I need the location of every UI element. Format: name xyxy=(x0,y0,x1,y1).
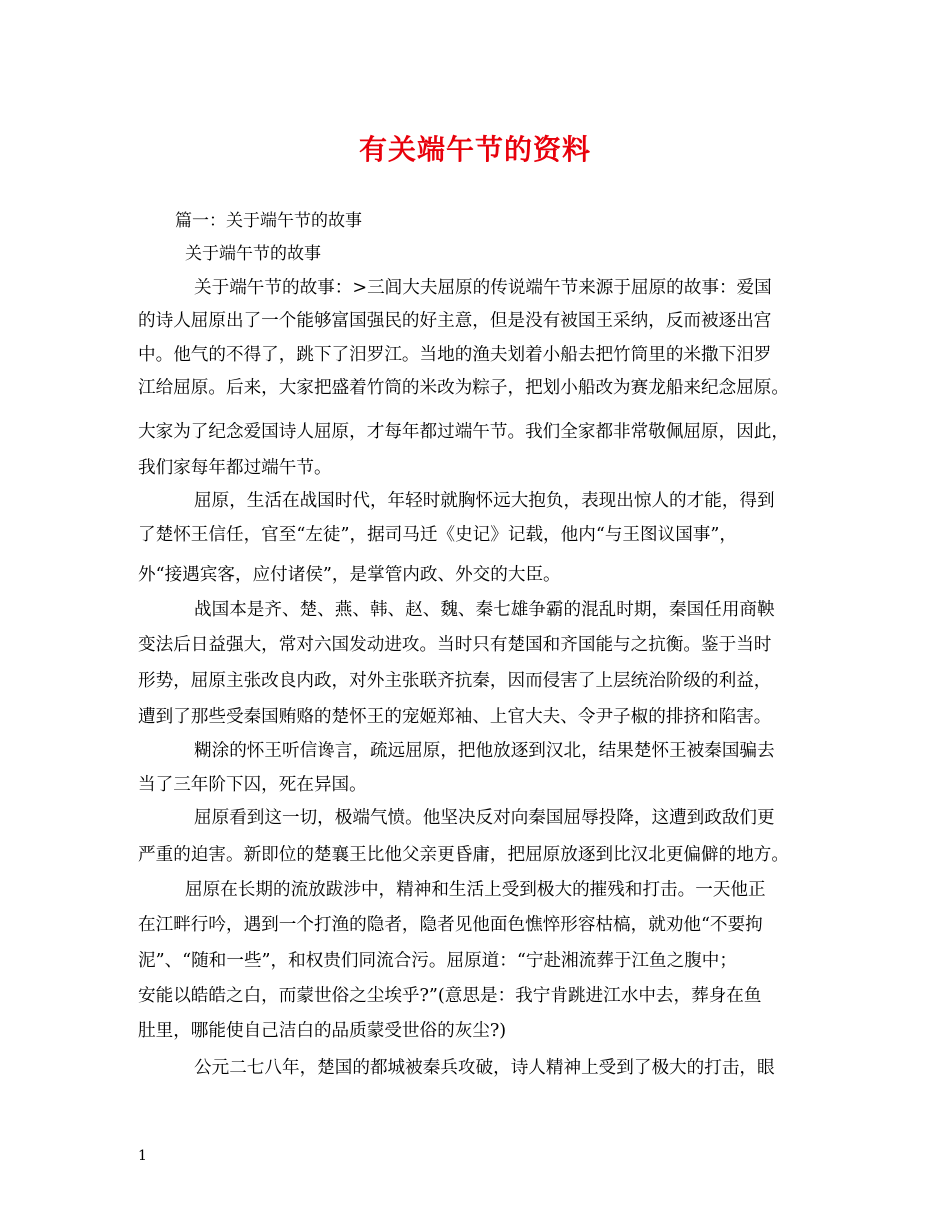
body-line: 的诗人屈原出了一个能够富国强民的好主意，但是没有被国王采纳，反而被逐出宫 xyxy=(138,311,772,331)
body-line: 肚里，哪能使自己洁白的品质蒙受世俗的灰尘?) xyxy=(138,1021,507,1041)
story-heading: 关于端午节的故事 xyxy=(185,244,321,264)
body-line: 江给屈原。后来，大家把盛着竹筒的米改为粽子，把划小船改为赛龙船来纪念屈原。 xyxy=(138,378,789,398)
body-line: 泥”、“随和一些”，和权贵们同流合污。屈原道：“宁赴湘流葬于江鱼之腹中； xyxy=(138,951,737,971)
body-line: 中。他气的不得了，跳下了汨罗江。当地的渔夫划着小船去把竹筒里的米撒下汨罗 xyxy=(138,345,772,365)
body-line: 变法后日益强大，常对六国发动进攻。当时只有楚国和齐国能与之抗衡。鉴于当时 xyxy=(138,635,772,655)
body-line: 公元二七八年，楚国的都城被秦兵攻破，诗人精神上受到了极大的打击，眼 xyxy=(194,1058,775,1078)
body-line: 当了三年阶下囚，死在异国。 xyxy=(138,775,367,795)
body-line: 外“接遇宾客，应付诸侯”，是掌管内政、外交的大臣。 xyxy=(138,565,561,585)
body-line: 在江畔行吟，遇到一个打渔的隐者，隐者见他面色憔悴形容枯槁，就劝他“不要拘 xyxy=(138,915,763,935)
section-heading: 篇一：关于端午节的故事 xyxy=(175,211,362,231)
body-line: 形势，屈原主张改良内政，对外主张联齐抗秦，因而侵害了上层统治阶级的利益， xyxy=(138,671,772,691)
body-line: 了楚怀王信任，官至“左徒”，据司马迁《史记》记载，他内“与王图议国事”， xyxy=(138,525,737,545)
body-line: 严重的迫害。新即位的楚襄王比他父亲更昏庸，把屈原放逐到比汉北更偏僻的地方。 xyxy=(138,845,789,865)
body-line: 大家为了纪念爱国诗人屈原，才每年都过端午节。我们全家都非常敬佩屈原，因此， xyxy=(138,422,789,442)
body-line: 关于端午节的故事：>三闾大夫屈原的传说端午节来源于屈原的故事：爱国 xyxy=(194,278,772,298)
body-line: 战国本是齐、楚、燕、韩、赵、魏、秦七雄争霸的混乱时期，秦国任用商鞅 xyxy=(194,600,775,620)
body-line: 屈原，生活在战国时代，年轻时就胸怀远大抱负，表现出惊人的才能，得到 xyxy=(194,491,775,511)
body-line: 遭到了那些受秦国贿赂的楚怀王的宠姬郑袖、上官大夫、令尹子椒的排挤和陷害。 xyxy=(138,707,772,727)
body-line: 我们家每年都过端午节。 xyxy=(138,458,332,478)
body-line: 屈原在长期的流放跋涉中，精神和生活上受到极大的摧残和打击。一天他正 xyxy=(185,880,766,900)
page-title: 有关端午节的资料 xyxy=(358,133,591,166)
body-line: 糊涂的怀王听信谗言，疏远屈原，把他放逐到汉北，结果楚怀王被秦国骗去 xyxy=(194,741,775,761)
body-line: 屈原看到这一切，极端气愤。他坚决反对向秦国屈辱投降，这遭到政敌们更 xyxy=(194,808,775,828)
page-number: 1 xyxy=(138,1148,147,1164)
body-line: 安能以皓皓之白，而蒙世俗之尘埃乎?”(意思是：我宁肯跳进江水中去，葬身在鱼 xyxy=(138,986,762,1006)
